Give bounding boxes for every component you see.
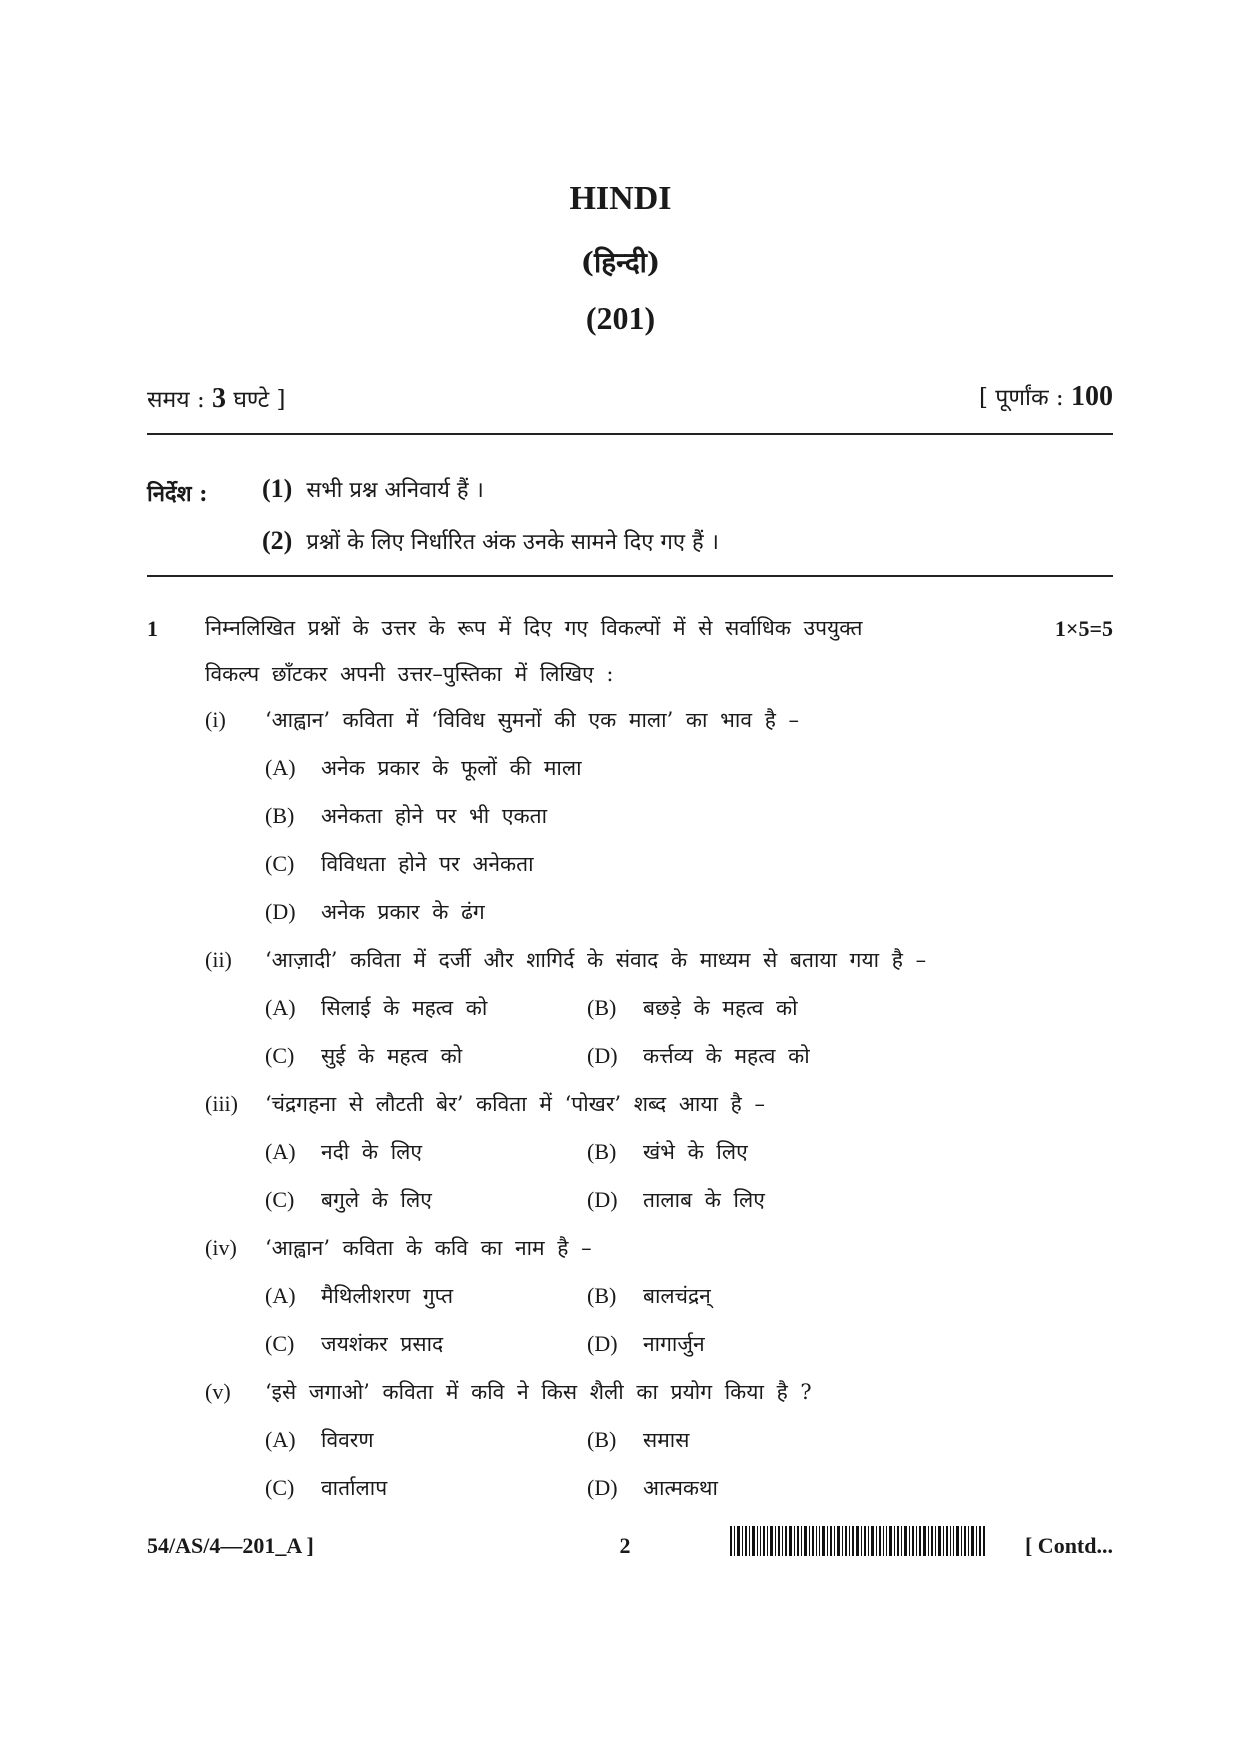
option-label: (A) xyxy=(265,1427,296,1452)
option-iii-d xyxy=(587,1186,765,1214)
option-text: वार्तालाप xyxy=(321,1476,388,1500)
option-iii-b xyxy=(587,1138,748,1166)
subquestion-label: (ii) xyxy=(205,947,232,972)
option-label: (B) xyxy=(587,1283,617,1308)
option-label: (D) xyxy=(587,1187,618,1212)
paper-code: (201) xyxy=(585,300,656,336)
option-iii-a xyxy=(265,1138,422,1166)
option-text: जयशंकर प्रसाद xyxy=(321,1332,444,1356)
subquestion-v xyxy=(205,1378,812,1406)
option-i-b xyxy=(265,802,547,830)
paper-title: HINDI xyxy=(569,180,672,217)
subquestion-i xyxy=(205,706,799,734)
option-text: समास xyxy=(643,1428,690,1452)
subquestion-text: ‘आह्वान’ कविता में ‘विविध सुमनों की एक माला’ का भाव है – xyxy=(265,708,800,732)
subquestion-text: ‘चंद्रगहना से लौटती बेर’ कविता में ‘पोखर’ शब्द आया है – xyxy=(265,1092,765,1116)
option-label: (C) xyxy=(265,1331,295,1356)
option-text: बगुले के लिए xyxy=(321,1188,432,1212)
option-label: (B) xyxy=(587,1427,617,1452)
option-text: विवरण xyxy=(321,1428,374,1452)
time-allowed xyxy=(147,382,285,415)
marks-value: 100 xyxy=(1071,381,1113,412)
option-i-d xyxy=(265,898,485,926)
option-v-b xyxy=(587,1426,689,1454)
instruction-2 xyxy=(262,526,719,556)
option-label: (C) xyxy=(265,1043,295,1068)
subquestion-label: (iv) xyxy=(205,1235,237,1260)
option-text: नदी के लिए xyxy=(321,1140,423,1164)
marks-label: [ पूर्णांक : xyxy=(979,385,1064,411)
option-text: अनेक प्रकार के फूलों की माला xyxy=(321,756,582,780)
option-text: कर्त्तव्य के महत्व को xyxy=(643,1044,810,1068)
instructions-label: निर्देश : xyxy=(147,481,208,507)
subquestion-text: ‘आह्वान’ कविता के कवि का नाम है – xyxy=(265,1236,592,1260)
subquestion-iv xyxy=(205,1234,592,1262)
option-label: (B) xyxy=(265,803,295,828)
option-label: (A) xyxy=(265,755,296,780)
option-iv-d xyxy=(587,1330,705,1358)
paper-subtitle: (हिन्दी) xyxy=(580,246,661,279)
option-text: बालचंद्रन् xyxy=(643,1284,711,1308)
divider-bottom xyxy=(147,575,1113,577)
page-number: 2 xyxy=(619,1533,631,1558)
option-label: (C) xyxy=(265,1475,295,1500)
option-i-a xyxy=(265,754,582,782)
subquestion-text: ‘आज़ादी’ कविता में दर्जी और शागिर्द के संवाद के माध्यम से बताया गया है – xyxy=(265,948,927,972)
subquestion-label: (iii) xyxy=(205,1091,238,1116)
option-v-a xyxy=(265,1426,374,1454)
instruction-number: (1) xyxy=(262,474,293,503)
option-iv-a xyxy=(265,1282,453,1310)
option-label: (D) xyxy=(587,1043,618,1068)
question-text-line2: विकल्प छाँटकर अपनी उत्तर–पुस्तिका में लिखिए : xyxy=(205,662,614,686)
option-iv-b xyxy=(587,1282,711,1310)
option-label: (A) xyxy=(265,1283,296,1308)
barcode xyxy=(730,1526,985,1556)
option-label: (D) xyxy=(265,899,296,924)
subquestion-ii xyxy=(205,946,926,974)
time-label: समय : xyxy=(147,387,205,413)
option-i-c xyxy=(265,850,534,878)
option-text: सुई के महत्व को xyxy=(321,1044,463,1068)
divider-top xyxy=(147,433,1113,435)
option-text: मैथिलीशरण गुप्त xyxy=(321,1284,454,1308)
option-label: (D) xyxy=(587,1475,618,1500)
option-iv-c xyxy=(265,1330,443,1358)
instruction-1 xyxy=(262,474,484,504)
subquestion-label: (v) xyxy=(205,1379,231,1404)
option-text: आत्मकथा xyxy=(643,1476,718,1500)
footer-paper-code: 54/AS/4—201_A ] xyxy=(147,1533,314,1558)
question-marks: 1×5=5 xyxy=(1054,616,1113,641)
option-label: (B) xyxy=(587,1139,617,1164)
subquestion-text: ‘इसे जगाओ’ कविता में कवि ने किस शैली का प्रयोग किया है ? xyxy=(265,1380,812,1404)
option-text: बछड़े के महत्व को xyxy=(643,996,798,1020)
option-text: विविधता होने पर अनेकता xyxy=(321,852,534,876)
time-value: 3 xyxy=(212,383,227,414)
subquestion-iii xyxy=(205,1090,765,1118)
option-ii-b xyxy=(587,994,798,1022)
option-text: अनेकता होने पर भी एकता xyxy=(321,804,548,828)
option-text: सिलाई के महत्व को xyxy=(321,996,488,1020)
option-label: (A) xyxy=(265,1139,296,1164)
time-unit: घण्टे ] xyxy=(233,387,286,413)
maximum-marks xyxy=(979,380,1113,413)
instruction-text: सभी प्रश्न अनिवार्य हैं । xyxy=(306,478,484,503)
instruction-text: प्रश्नों के लिए निर्धारित अंक उनके सामने दिए गए हैं । xyxy=(306,530,719,555)
option-text: अनेक प्रकार के ढंग xyxy=(321,900,485,924)
subquestion-label: (i) xyxy=(205,707,226,732)
instruction-number: (2) xyxy=(262,526,293,555)
option-v-d xyxy=(587,1474,718,1502)
option-text: तालाब के लिए xyxy=(643,1188,765,1212)
question-number: 1 xyxy=(147,616,158,641)
option-ii-a xyxy=(265,994,487,1022)
option-ii-d xyxy=(587,1042,810,1070)
option-label: (D) xyxy=(587,1331,618,1356)
option-ii-c xyxy=(265,1042,462,1070)
option-v-c xyxy=(265,1474,387,1502)
option-label: (C) xyxy=(265,851,295,876)
continued-label: [ Contd... xyxy=(1024,1533,1113,1558)
option-text: नागार्जुन xyxy=(643,1332,705,1356)
question-text-line1: निम्नलिखित प्रश्नों के उत्तर के रूप में दिए गए विकल्पों में से सर्वाधिक उपयुक्त xyxy=(205,616,863,640)
option-text: खंभे के लिए xyxy=(643,1140,748,1164)
option-label: (C) xyxy=(265,1187,295,1212)
option-label: (B) xyxy=(587,995,617,1020)
option-label: (A) xyxy=(265,995,296,1020)
option-iii-c xyxy=(265,1186,432,1214)
